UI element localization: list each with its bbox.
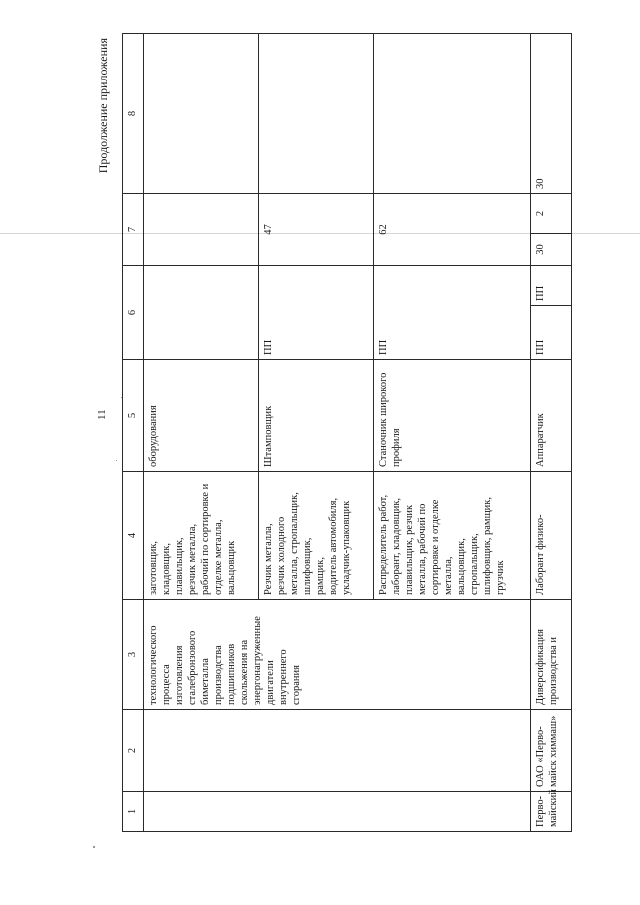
cell-count: 30: [530, 234, 571, 266]
cell-col8: [258, 34, 373, 194]
cell-col8: [374, 34, 531, 194]
cell-col8: [143, 34, 258, 194]
table-caption: Продолжение приложения: [96, 38, 110, 174]
cell-count: 62: [374, 194, 531, 266]
scan-speck: [116, 460, 117, 461]
cell-enterprise: ОАО «Перво- майск химмаш»: [530, 710, 571, 792]
cell-enterprise: [143, 710, 530, 792]
cell-professions: Резчик металла, резчик холодного металла, стропальщик, шлифовщик, рамщик, водитель автомобиля, укладчик-упаковщик: [258, 472, 373, 600]
cell-training-type: [143, 266, 258, 360]
col-header-4: 4: [123, 472, 144, 600]
page-number: 11: [96, 409, 108, 420]
cell-profession: оборудования: [143, 360, 258, 472]
cell-project: Диверсификация производства и: [530, 600, 571, 710]
col-header-6: 6: [123, 266, 144, 360]
cell-training-type: ПП: [530, 306, 571, 360]
cell-region: Перво- майский: [530, 792, 571, 832]
col-header-3: 3: [123, 600, 144, 710]
cell-count: 47: [258, 194, 373, 266]
col-header-8: 8: [123, 34, 144, 194]
cell-count: [143, 194, 258, 266]
col-header-5: 5: [123, 360, 144, 472]
cell-project: технологического процесса изготовления сталебронзового биметалла производства подшипников скольжения на энергонагруженные двигатели внутреннего сгорания: [143, 600, 530, 710]
cell-profession: Станочник широкого профиля: [374, 360, 531, 472]
col-header-7: 7: [123, 194, 144, 266]
data-table: [122, 33, 572, 832]
cell-professions: заготовщик, кладовщик, плавильщик, резчик металла, рабочий по сортировке и отделке металла, вальцовщик: [143, 472, 258, 600]
col-header-2: 2: [123, 710, 144, 792]
cell-count-2: 2: [530, 194, 571, 234]
header-row: [123, 34, 144, 832]
cell-profession: Аппаратчик: [530, 360, 571, 472]
table-row: [530, 34, 571, 832]
cell-professions: Лаборант физико-: [530, 472, 571, 600]
cell-training-type-2: ПП: [530, 266, 571, 306]
scan-speck: [93, 846, 95, 848]
cell-col8: 30: [530, 34, 571, 194]
cell-training-type: ПП: [374, 266, 531, 360]
cell-training-type: ПП: [258, 266, 373, 360]
cell-professions: Распределитель работ, лаборант, кладовщик, плавильщик, резчик металла, рабочий по сортировке и отделке металла, вальцовщик, стропальщик, шлифовщик, рамщик, грузчик: [374, 472, 531, 600]
cell-profession: Штамповщик: [258, 360, 373, 472]
col-header-1: 1: [123, 792, 144, 832]
table-row: [143, 34, 258, 832]
cell-region: [143, 792, 530, 832]
